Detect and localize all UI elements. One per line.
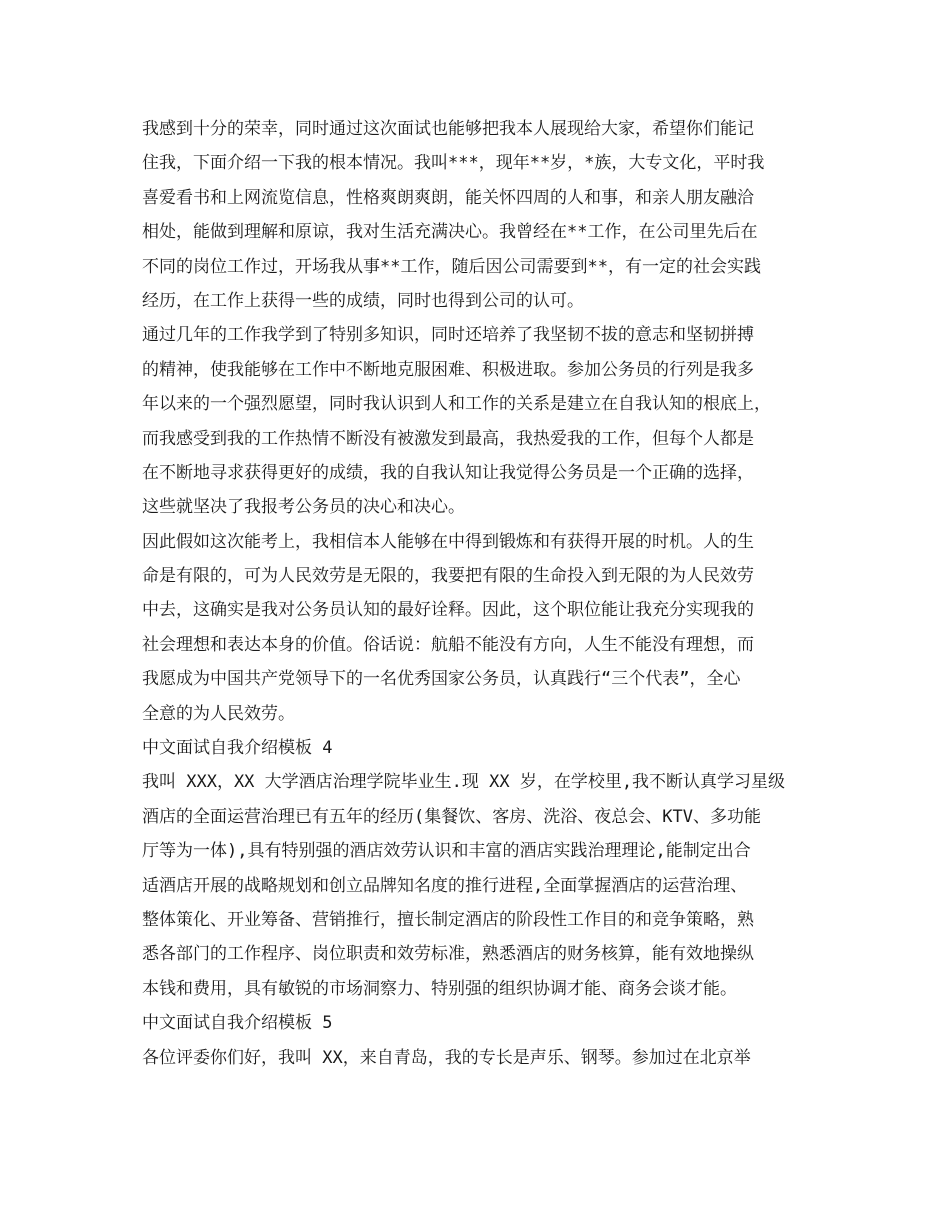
section-heading: 中文面试自我介绍模板 5: [142, 1013, 333, 1034]
section-heading: 中文面试自我介绍模板 4: [142, 738, 333, 759]
text-line: 整体策化、开业筹备、营销推行，擅长制定酒店的阶段性工作目的和竞争策略，熟: [142, 909, 754, 930]
text-line: 年以来的一个强烈愿望，同时我认识到人和工作的关系是建立在自我认知的根底上，: [142, 394, 771, 415]
text-line: 社会理想和表达本身的价值。俗话说：航船不能没有方向，人生不能没有理想，而: [142, 634, 754, 655]
text-line: 中去，这确实是我对公务员认知的最好诠释。因此，这个职位能让我充分实现我的: [142, 600, 754, 621]
text-line: 不同的岗位工作过，开场我从事**工作，随后因公司需要到**，有一定的社会实践: [142, 256, 761, 277]
text-line: 因此假如这次能考上，我相信本人能够在中得到锻炼和有获得开展的时机。人的生: [142, 531, 754, 552]
text-line: 我愿成为中国共产党领导下的一名优秀国家公务员，认真践行“三个代表”，全心: [142, 669, 741, 690]
text-line: 相处，能做到理解和原谅，我对生活充满决心。我曾经在**工作，在公司里先后在: [142, 222, 758, 243]
text-line: 酒店的全面运营治理已有五年的经历(集餐饮、客房、洗浴、夜总会、KTV、多功能: [142, 806, 761, 827]
text-line: 适酒店开展的战略规划和创立品牌知名度的推行进程,全面掌握酒店的运营治理、: [142, 875, 748, 896]
text-line: 全意的为人民效劳。: [142, 703, 295, 724]
text-line: 在不断地寻求获得更好的成绩，我的自我认知让我觉得公务员是一个正确的选择，: [142, 462, 754, 483]
text-line: 的精神，使我能够在工作中不断地克服困难、积极进取。参加公务员的行列是我多: [142, 359, 754, 380]
text-line: 通过几年的工作我学到了特别多知识，同时还培养了我坚韧不拔的意志和坚韧拼搏: [142, 325, 754, 346]
body-text: [142, 112, 822, 1075]
text-line: 我叫 XXX，XX 大学酒店治理学院毕业生.现 XX 岁，在学校里,我不断认真学习星级: [142, 772, 786, 793]
text-line: 各位评委你们好，我叫 XX，来自青岛，我的专长是声乐、钢琴。参加过在北京举: [142, 1047, 751, 1068]
text-line: 经历，在工作上获得一些的成绩，同时也得到公司的认可。: [142, 290, 584, 311]
text-line: 喜爱看书和上网流览信息，性格爽朗爽朗，能关怀四周的人和事，和亲人朋友融洽: [142, 187, 754, 208]
text-line: 我感到十分的荣幸，同时通过这次面试也能够把我本人展现给大家，希望你们能记: [142, 119, 754, 139]
text-line: 悉各部门的工作程序、岗位职责和效劳标准，熟悉酒店的财务核算，能有效地操纵: [142, 944, 754, 965]
text-line: 厅等为一体),具有特别强的酒店效劳认识和丰富的酒店实践治理理论,能制定出合: [142, 841, 751, 862]
text-line: 住我，下面介绍一下我的根本情况。我叫***，现年**岁，*族，大专文化，平时我: [142, 153, 765, 174]
text-line: 而我感受到我的工作热情不断没有被激发到最高，我热爱我的工作，但每个人都是: [142, 428, 754, 449]
text-line: 本钱和费用，具有敏锐的市场洞察力、特别强的组织协调才能、商务会谈才能。: [142, 978, 737, 999]
text-line: 命是有限的，可为人民效劳是无限的，我要把有限的生命投入到无限的为人民效劳: [142, 566, 754, 587]
text-line: 这些就坚决了我报考公务员的决心和决心。: [142, 497, 465, 518]
